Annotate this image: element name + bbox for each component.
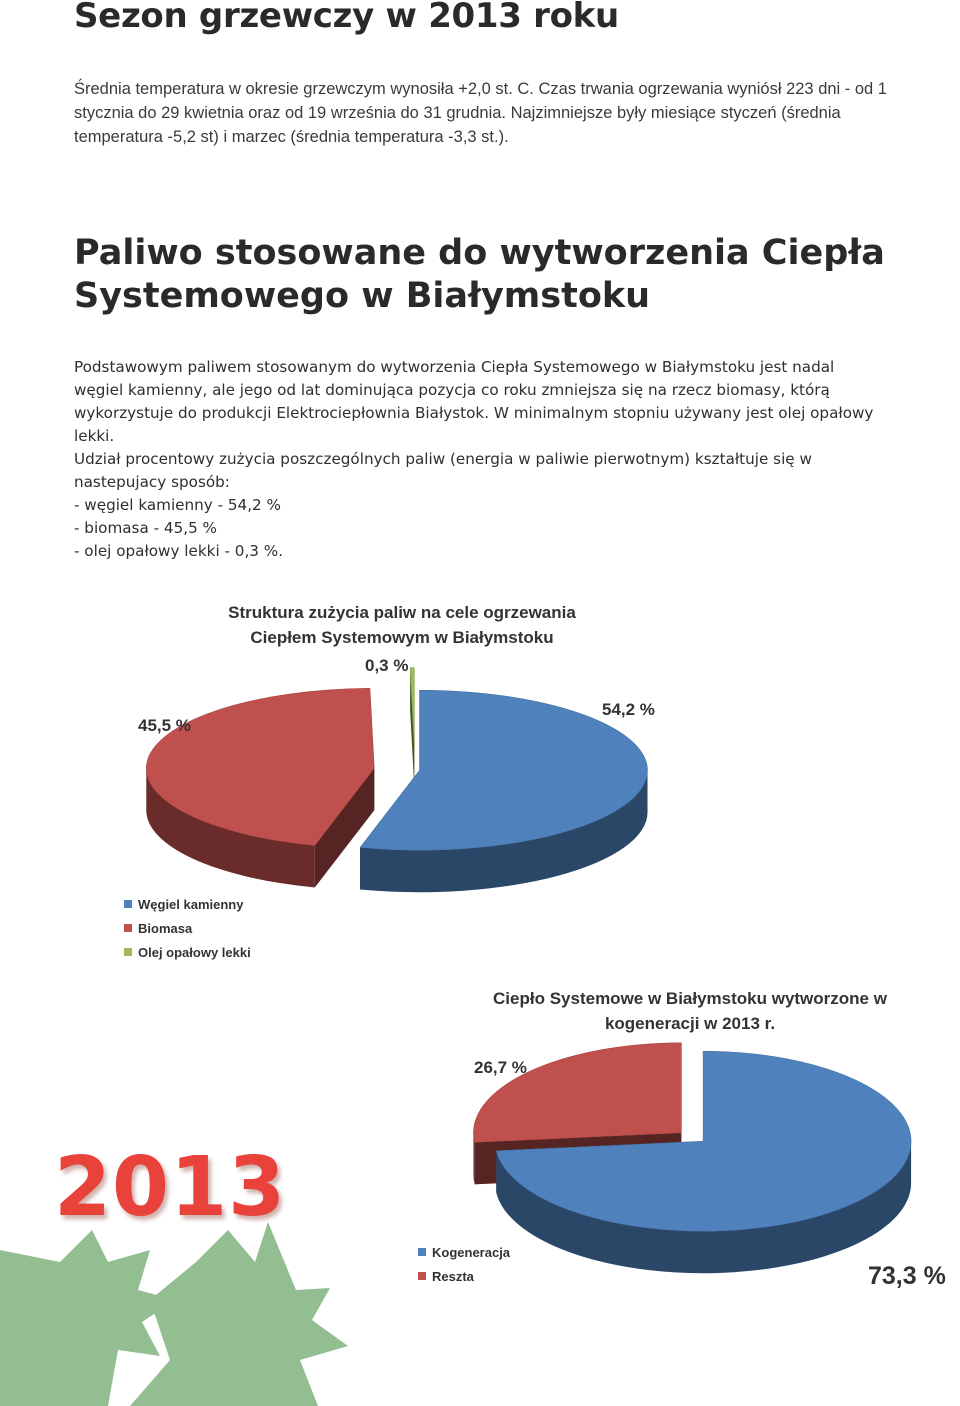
- fuel-list-item: - olej opałowy lekki - 0,3 %.: [74, 542, 284, 560]
- legend-label: Reszta: [432, 1268, 474, 1284]
- chart1-label-coal: 54,2 %: [602, 700, 655, 719]
- fuel-list-item: - biomasa - 45,5 %: [74, 519, 217, 537]
- fuel-paragraph-1: Podstawowym paliwem stosowanym do wytworzenia Ciepła Systemowego w Białymstoku jest nadal węgiel kamienny, ale jego od lat dominująca pozycja co roku zmniejsza się na rzecz biomasy, którą wykorzystuje do produkcji Elektrociepłownia Białystok. W minimalnym stopniu używany jest olej opałowy lekki.: [74, 358, 874, 445]
- legend-swatch: [418, 1248, 426, 1256]
- fuel-list-item: - węgiel kamienny - 54,2 %: [74, 496, 281, 514]
- fuel-paragraph-2: Udział procentowy zużycia poszczególnych paliw (energia w paliwie pierwotnym) kształtuje się w nastepujacy sposób:: [74, 450, 812, 491]
- legend-item-cogeneration: [418, 1240, 510, 1264]
- legend-swatch: [418, 1272, 426, 1280]
- chart1-title: Struktura zużycia paliw na cele ogrzewania Ciepłem Systemowym w Białymstoku: [228, 603, 576, 647]
- chart2-title: Ciepło Systemowe w Białymstoku wytworzone w kogeneracji w 2013 r.: [493, 989, 887, 1033]
- legend-label: Biomasa: [138, 920, 193, 936]
- legend-label: Olej opałowy lekki: [138, 944, 251, 960]
- legend-label: Kogeneracja: [432, 1244, 511, 1260]
- chart2-label-rest: 26,7 %: [474, 1058, 527, 1077]
- chart1-label-biomass: 45,5 %: [138, 716, 191, 735]
- chart2-label-cogeneration: 73,3 %: [868, 1262, 946, 1290]
- chart1-label-oil: 0,3 %: [365, 656, 409, 675]
- legend-label: Węgiel kamienny: [138, 896, 244, 912]
- year-badge: 2013: [54, 1140, 287, 1235]
- section-title-fuel: Paliwo stosowane do wytworzenia Ciepła Systemowego w Białymstoku: [74, 233, 885, 316]
- heating-season-text: Średnia temperatura w okresie grzewczym wynosiła +2,0 st. C. Czas trwania ogrzewania wyniósł 223 dni - od 1 stycznia do 29 kwietnia oraz od 19 września do 31 grudnia. Najzimniejsze były miesiące styczeń (średnia temperatura -5,2 st) i marzec (średnia temperatura -3,3 st.).: [74, 80, 887, 146]
- legend-item-rest: [418, 1264, 510, 1288]
- section-title-heating-season: Sezon grzewczy w 2013 roku: [74, 0, 619, 36]
- chart2-legend: [418, 1240, 510, 1288]
